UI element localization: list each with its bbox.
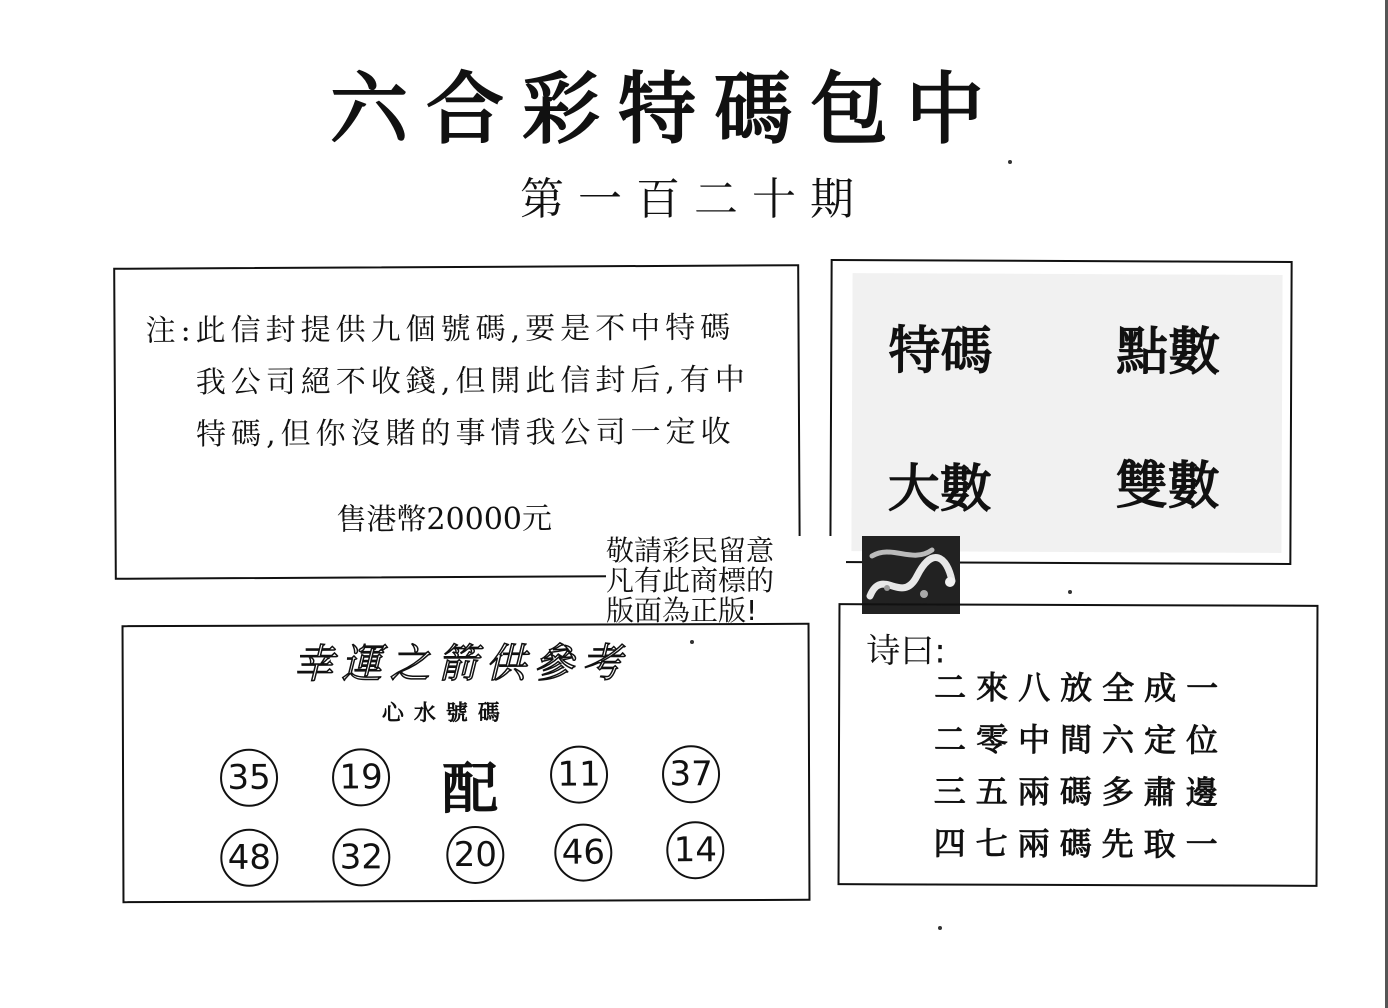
note-line-1: 注:此信封提供九個號碼,要是不中特碼 (145, 310, 736, 349)
number-circle: 19 (332, 748, 390, 806)
poem-line-2: 二零中間六定位 (933, 720, 1229, 760)
notice-line-3: 版面為正版! (606, 594, 758, 627)
lucky-title: 幸運之箭供參考 (293, 640, 630, 688)
scan-speck (1008, 160, 1012, 164)
issue-number: 第一百二十期 (520, 174, 868, 225)
note-box (113, 264, 801, 580)
poem-line-4: 四七兩碼先取一 (933, 824, 1228, 864)
number-circle: 37 (662, 745, 720, 803)
notice-line-2: 凡有此商標的 (606, 564, 775, 597)
lucky-numbers-box (122, 623, 811, 903)
note-line-3: 特碼,但你沒賭的事情我公司一定收 (195, 414, 736, 453)
type-special-number: 特碼 (888, 321, 993, 382)
number-circle: 48 (220, 829, 278, 887)
scan-speck (938, 926, 942, 930)
lucky-subtitle: 心水號碼 (381, 699, 510, 727)
page-title: 六合彩特碼包中 (330, 64, 1003, 155)
type-points: 點數 (1116, 322, 1221, 383)
type-big-number: 大數 (887, 459, 992, 520)
poem-line-1: 二來八放全成一 (934, 668, 1229, 708)
scan-speck (690, 640, 694, 644)
poem-box (838, 603, 1319, 887)
number-circle: 11 (550, 746, 608, 804)
number-circle: 14 (666, 821, 724, 879)
type-even-number: 雙數 (1115, 456, 1220, 517)
number-circle: 20 (446, 826, 504, 884)
notice-line-1: 敬請彩民留意 (606, 534, 775, 567)
number-circle: 32 (332, 828, 390, 886)
type-box (829, 259, 1292, 565)
poem-heading: 诗曰: (866, 631, 946, 672)
authenticity-notice (606, 536, 846, 626)
pair-label: 配 (441, 756, 499, 823)
note-line-2: 我公司絕不收錢,但開此信封后,有中 (195, 362, 750, 401)
poem-line-3: 三五兩碼多肅邊 (933, 772, 1228, 812)
price-text: 售港幣20000元 (336, 501, 553, 538)
number-circle: 46 (554, 823, 612, 881)
scan-speck (1068, 590, 1072, 594)
number-circle: 35 (220, 749, 278, 807)
